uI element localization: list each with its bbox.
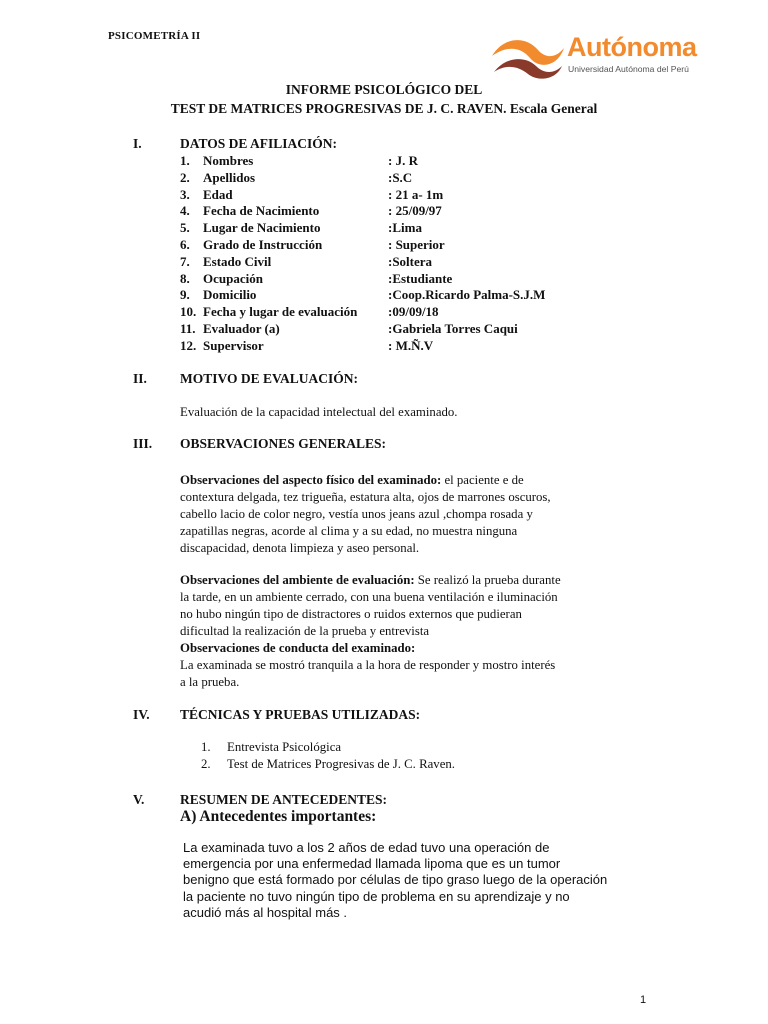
course-header: PSICOMETRÍA II bbox=[108, 30, 201, 42]
section2-number: II. bbox=[133, 371, 147, 386]
affiliation-number: 2. bbox=[180, 169, 190, 185]
physical-line-1: el paciente e de bbox=[441, 473, 524, 487]
background-subtitle: A) Antecedentes importantes: bbox=[180, 808, 377, 825]
background-line-1: La examinada tuvo a los 2 años de edad tuvo una operación de bbox=[183, 840, 550, 855]
affiliation-row bbox=[180, 186, 444, 204]
affiliation-label: Ocupación bbox=[203, 270, 263, 286]
section2-title: MOTIVO DE EVALUACIÓN: bbox=[180, 371, 358, 386]
physical-line-4: zapatillas negras, acorde al clima y a su edad, no muestra ninguna bbox=[180, 524, 518, 538]
technique-item-2-text: Test de Matrices Progresivas de J. C. Raven. bbox=[227, 757, 455, 771]
affiliation-row bbox=[180, 203, 442, 220]
physical-line-5: discapacidad, denota limpieza y aseo personal. bbox=[180, 541, 420, 555]
affiliation-label: Grado de Instrucción bbox=[203, 237, 323, 252]
section3-title: OBSERVACIONES GENERALES: bbox=[180, 436, 386, 451]
affiliation-number: 5. bbox=[180, 220, 190, 236]
conduct-line-1: La examinada se mostró tranquila a la hora de responder y mostro interés bbox=[180, 658, 556, 672]
affiliation-number: 7. bbox=[180, 253, 190, 269]
affiliation-value: : 21 a- 1m bbox=[388, 186, 444, 202]
affiliation-value: :Lima bbox=[388, 220, 422, 236]
affiliation-value: : 25/09/97 bbox=[388, 203, 442, 219]
technique-item-1-text: Entrevista Psicológica bbox=[227, 740, 342, 754]
affiliation-label: Nombres bbox=[203, 153, 254, 168]
affiliation-label: Edad bbox=[203, 186, 233, 202]
affiliation-row bbox=[180, 253, 433, 271]
conduct-observations-label: Observaciones de conducta del examinado: bbox=[180, 641, 416, 655]
affiliation-row bbox=[180, 321, 518, 338]
section3-number: III. bbox=[133, 436, 153, 451]
affiliation-label: Estado Civil bbox=[203, 253, 272, 269]
section1-title: DATOS DE AFILIACIÓN: bbox=[180, 136, 338, 151]
section4-title: TÉCNICAS Y PRUEBAS UTILIZADAS: bbox=[180, 707, 421, 722]
physical-line-2: contextura delgada, tez trigueña, estatura alta, ojos de marrones oscuros, bbox=[180, 490, 551, 504]
environment-observations-label: Observaciones del ambiente de evaluación: bbox=[180, 573, 415, 587]
affiliation-value: : J. R bbox=[388, 153, 418, 168]
section1-number: I. bbox=[133, 136, 142, 151]
physical-line-3: cabello lacio de color negro, vestía unos jeans azul ,chompa rosada y bbox=[180, 507, 533, 521]
evaluation-reason-text: Evaluación de la capacidad intelectual del examinado. bbox=[180, 405, 458, 419]
affiliation-row bbox=[180, 304, 439, 321]
affiliation-number: 6. bbox=[180, 237, 190, 252]
section4-number: IV. bbox=[133, 707, 150, 722]
affiliation-number: 12. bbox=[180, 337, 197, 353]
affiliation-row bbox=[180, 337, 434, 355]
background-line-3: benigno que está formado por células de tipo graso luego de la operación bbox=[183, 872, 608, 888]
affiliation-number: 9. bbox=[180, 287, 190, 303]
background-paragraph bbox=[183, 840, 653, 921]
background-line-5: acudió más al hospital más . bbox=[183, 904, 348, 920]
report-title-line1: INFORME PSICOLÓGICO DEL bbox=[285, 82, 483, 97]
background-line-4: la paciente no tuvo ningún tipo de problema en su aprendizaje y no bbox=[183, 888, 570, 904]
affiliation-row bbox=[180, 220, 422, 237]
affiliation-number: 3. bbox=[180, 186, 190, 202]
logo-subtitle: Universidad Autónoma del Perú bbox=[568, 64, 689, 74]
affiliation-row bbox=[180, 237, 445, 254]
affiliation-value: :09/09/18 bbox=[388, 304, 439, 320]
environment-line-3: no hubo ningún tipo de distractores o ruidos externos que pudieran bbox=[180, 607, 522, 621]
affiliation-number: 10. bbox=[180, 304, 197, 320]
report-title-line2: TEST DE MATRICES PROGRESIVAS DE J. C. RAVEN. Escala General bbox=[170, 101, 598, 116]
affiliation-value: :Estudiante bbox=[388, 270, 453, 286]
affiliation-value: :Soltera bbox=[388, 253, 433, 269]
page-number: 1 bbox=[640, 994, 647, 1006]
affiliation-value: :Gabriela Torres Caqui bbox=[388, 321, 518, 336]
affiliation-value: : M.Ñ.V bbox=[388, 337, 434, 353]
affiliation-label: Supervisor bbox=[203, 337, 264, 353]
affiliation-label: Fecha de Nacimiento bbox=[203, 203, 320, 219]
affiliation-value: : Superior bbox=[388, 237, 445, 252]
physical-observations bbox=[180, 472, 635, 557]
environment-line-1: Se realizó la prueba durante bbox=[414, 573, 561, 587]
physical-observations-label: Observaciones del aspecto físico del examinado: bbox=[180, 473, 442, 487]
affiliation-row bbox=[180, 169, 413, 187]
university-logo bbox=[490, 32, 706, 82]
technique-item-2-number: 2. bbox=[201, 757, 211, 771]
affiliation-label: Domicilio bbox=[203, 287, 257, 303]
technique-item-1-number: 1. bbox=[201, 740, 211, 754]
affiliation-number: 8. bbox=[180, 270, 190, 286]
affiliation-row bbox=[180, 153, 418, 170]
affiliation-label: Fecha y lugar de evaluación bbox=[203, 304, 358, 320]
technique-item-2 bbox=[201, 757, 455, 772]
affiliation-number: 1. bbox=[180, 153, 190, 168]
affiliation-label: Lugar de Nacimiento bbox=[203, 220, 321, 236]
background-line-2: emergencia por una enfermedad llamada lipoma que es un tumor bbox=[183, 856, 561, 872]
technique-item-1 bbox=[201, 740, 341, 755]
affiliation-label: Evaluador (a) bbox=[203, 321, 280, 336]
logo-swoosh-icon bbox=[490, 32, 566, 82]
section5-title: RESUMEN DE ANTECEDENTES: bbox=[180, 792, 388, 807]
affiliation-value: :Coop.Ricardo Palma-S.J.M bbox=[388, 287, 546, 303]
affiliation-value: :S.C bbox=[388, 169, 413, 185]
environment-line-2: la tarde, en un ambiente cerrado, con una buena ventilación e iluminación bbox=[180, 590, 558, 604]
logo-name: Autónoma bbox=[567, 32, 697, 62]
environment-line-4: dificultad la realización de la prueba y entrevista bbox=[180, 624, 430, 638]
section5-number: V. bbox=[133, 792, 145, 807]
affiliation-row bbox=[180, 270, 453, 288]
conduct-line-2: a la prueba. bbox=[180, 675, 240, 689]
affiliation-label: Apellidos bbox=[203, 169, 256, 185]
affiliation-number: 11. bbox=[180, 321, 196, 336]
environment-observations bbox=[180, 572, 635, 691]
affiliation-number: 4. bbox=[180, 203, 190, 219]
affiliation-row bbox=[180, 287, 546, 304]
